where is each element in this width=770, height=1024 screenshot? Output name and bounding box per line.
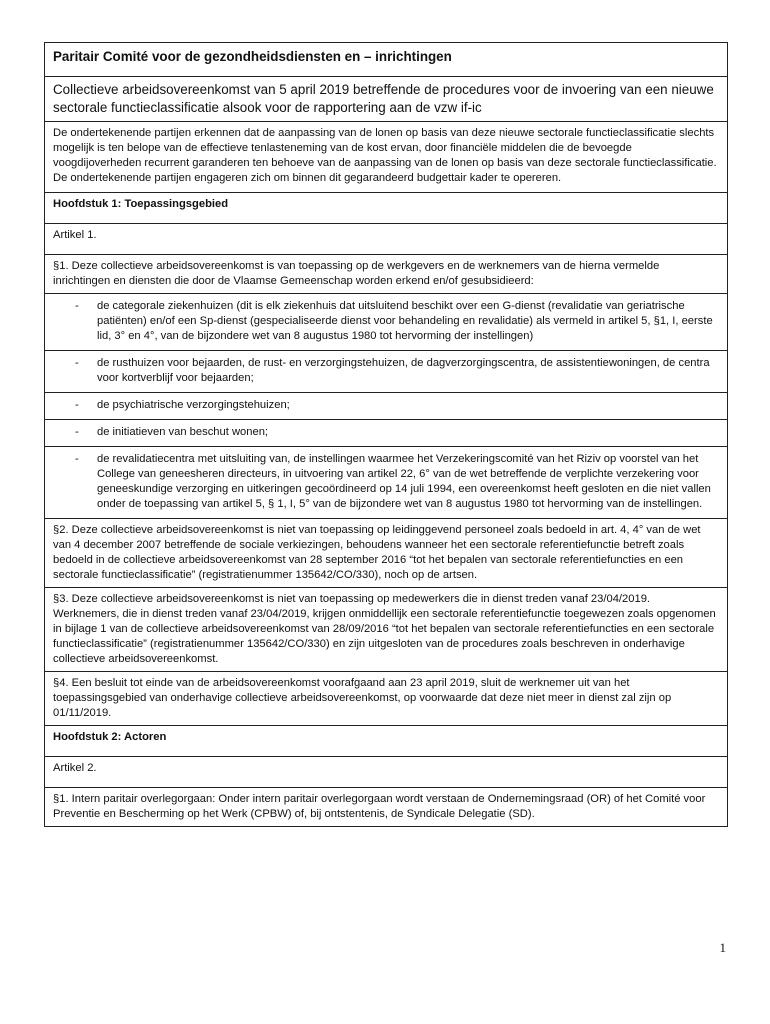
document-table — [44, 42, 728, 827]
article-2-paragraph-1: §1. Intern paritair overlegorgaan: Onder intern paritair overlegorgaan wordt verstaan de Ondernemingsraad (OR) of het Comité voor Preventie en Bescherming op het Werk (CPBW) of, bij ontstentenis, de Syndicale Delegatie (SD). — [44, 788, 728, 827]
page-number: 1 — [719, 940, 726, 955]
chapter-2-heading: Hoofdstuk 2: Actoren — [44, 726, 728, 757]
article-1-paragraph-3: §3. Deze collectieve arbeidsovereenkomst is niet van toepassing op medewerkers die in dienst treden vanaf 23/04/2019. Werknemers, die in dienst treden vanaf 23/04/2019, krijgen onmiddellijk een sectorale referentiefunctie toegewezen zoals opgenomen in bijlage 1 van de collectieve arbeidsovereenkomst van 28/09/2016 “tot het bepalen van sectorale referentiefuncties en een sectorale functieclassificatie” (registratienummer 135642/CO/330) en zijn uitgesloten van de procedures zoals beschreven in onderhavige collectieve arbeidsovereenkomst. — [44, 588, 728, 672]
bullet-dash: - — [75, 357, 79, 369]
intro-paragraph: De ondertekenende partijen erkennen dat de aanpassing van de lonen op basis van deze nieuwe sectorale functieclassificatie slechts mogelijk is ten belope van de effectieve tenlasteneming van de kost ervan, door financiële middelen die de bevoegde voogdijoverheden recurrent garanderen ten behoeve van de aanpassing van de lonen op basis van deze sectorale functieclassificatie. De ondertekenende partijen engageren zich om binnen dit gegarandeerd budgettair kader te opereren. — [44, 122, 728, 193]
list-item-text: de revalidatiecentra met uitsluiting van, de instellingen waarmee het Verzekeringscomité van het Riziv op voorstel van het College van geneesheren directeurs, in uitvoering van artikel 22, 6° van de wet betreffende de verplichte verzekering voor geneeskundige verzorging en uitkeringen gecoördineerd op 14 juli 1994, een overeenkomst heeft gesloten en die niet vallen onder de toepassing van artikel 5, § 1, I, 5° van de bijzondere wet van 8 augustus 1980 tot hervorming van de instellingen. — [97, 453, 711, 510]
list-item-text: de rusthuizen voor bejaarden, de rust- en verzorgingstehuizen, de dagverzorgingscentra, de assistentiewoningen, de centra voor kortverblijf voor bejaarden; — [97, 357, 710, 384]
bullet-dash: - — [75, 300, 79, 312]
article-1-label: Artikel 1. — [44, 224, 728, 255]
bullet-dash: - — [75, 426, 79, 438]
bullet-dash: - — [75, 399, 79, 411]
article-1-paragraph-4: §4. Een besluit tot einde van de arbeidsovereenkomst voorafgaand aan 23 april 2019, sluit de werknemer uit van het toepassingsgebied van onderhavige collectieve arbeidsovereenkomst, op voorwaarde dat deze niet meer in dienst zal zijn op 01/11/2019. — [44, 672, 728, 726]
list-item — [44, 393, 728, 420]
document-subtitle: Collectieve arbeidsovereenkomst van 5 april 2019 betreffende de procedures voor de invoering van een nieuwe sectorale functieclassificatie alsook voor de rapportering aan de vzw if-ic — [44, 77, 728, 122]
bullet-dash: - — [75, 453, 79, 465]
article-1-paragraph-1: §1. Deze collectieve arbeidsovereenkomst is van toepassing op de werkgevers en de werknemers van de hierna vermelde inrichtingen en diensten die door de Vlaamse Gemeenschap worden erkend en/of gesubsidieerd: — [44, 255, 728, 294]
list-item-text: de categorale ziekenhuizen (dit is elk ziekenhuis dat uitsluitend beschikt over een G-dienst (revalidatie van geriatrische patiënten) en/of een Sp-dienst (gespecialiseerde dienst voor behandeling en revalidatie) als vermeld in artikel 5, §1, I, eerste lid, 3° en 4°, van de bijzondere wet van 8 augustus 1980 tot hervorming der instellingen) — [97, 300, 713, 342]
list-item — [44, 294, 728, 351]
chapter-1-heading: Hoofdstuk 1: Toepassingsgebied — [44, 193, 728, 224]
list-item — [44, 447, 728, 519]
list-item — [44, 351, 728, 393]
document-title: Paritair Comité voor de gezondheidsdiensten en – inrichtingen — [44, 43, 728, 77]
list-item-text: de initiatieven van beschut wonen; — [97, 426, 269, 438]
article-1-paragraph-2: §2. Deze collectieve arbeidsovereenkomst is niet van toepassing op leidinggevend personeel zoals bedoeld in art. 4, 4° van de wet van 4 december 2007 betreffende de sociale verkiezingen, behoudens wanneer het een sectorale referentiefunctie betreft zoals bedoeld in de collectieve arbeidsovereenkomst van 28 september 2016 “tot het bepalen van sectorale referentiefuncties en een sectorale functieclassificatie” (registratienummer 135642/CO/330), noch op de artsen. — [44, 519, 728, 588]
list-item-text: de psychiatrische verzorgingstehuizen; — [97, 399, 290, 411]
list-item — [44, 420, 728, 447]
article-2-label: Artikel 2. — [44, 757, 728, 788]
